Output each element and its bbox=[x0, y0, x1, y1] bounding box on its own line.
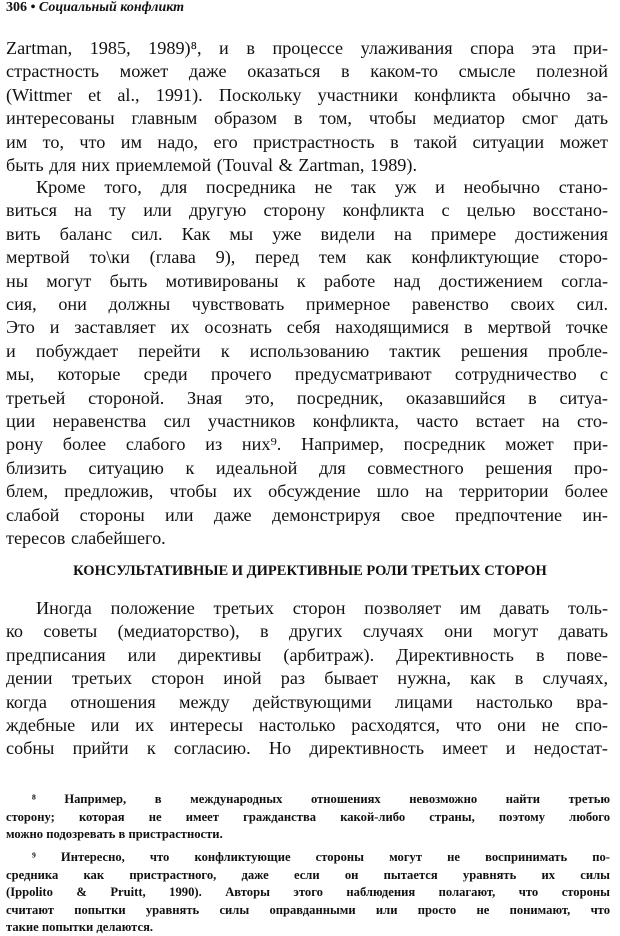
text-line: сия, они должны чувствовать примерное равенство своих сил. bbox=[6, 294, 608, 314]
text-line: интересованы главным образом в том, чтобы медиатор смог дать bbox=[6, 108, 608, 129]
footnote-line: такие попытки делаются. bbox=[6, 920, 154, 935]
text-line: и побуждает перейти к использованию тактик решения пробле- bbox=[6, 340, 608, 361]
footnote-line: (Ippolito & Pruitt, 1990). Авторы этого наблюдения полагают, что стороны bbox=[6, 885, 610, 900]
text-line: третьей стороной. Зная это, посредник, оказавшийся в ситуа- bbox=[6, 387, 608, 408]
text-line: когда отношения между действующими лицами настолько вра- bbox=[6, 691, 608, 712]
footnote-line: ⁸ Например, в международных отношениях невозможно найти третью bbox=[32, 792, 610, 806]
running-header bbox=[6, 0, 184, 16]
page-number: 306 bbox=[6, 0, 27, 15]
running-title: Социальный конфликт bbox=[38, 0, 185, 15]
text-line: Иногда положение третьих сторон позволяет им давать толь- bbox=[36, 598, 608, 618]
text-line: ны могут быть мотивированы к работе над достижением согла- bbox=[6, 270, 608, 291]
text-line: ждебные или их интересы настолько расходятся, что они не спо- bbox=[6, 715, 608, 735]
text-line: дении третьих сторон иной раз бывает нужна, как в случаях, bbox=[6, 668, 608, 689]
text-line: ции неравенства сил участников конфликта, часто встает на сто- bbox=[6, 411, 608, 431]
text-line: тересов слабейшего. bbox=[6, 528, 166, 548]
header-separator: • bbox=[30, 0, 36, 15]
text-line: рону более слабого из них⁹. Например, посредник может при- bbox=[6, 434, 608, 455]
text-line: блем, предложив, чтобы их обсуждение шло на территории более bbox=[6, 481, 608, 502]
text-line: близить ситуацию к идеальной для совместного решения про- bbox=[6, 457, 608, 478]
footnote-line: можно подозревать в пристрастности. bbox=[6, 827, 223, 842]
text-line: быть для них приемлемой (Touval & Zartman, 1989). bbox=[6, 155, 418, 175]
footnote-line: считают попытки уравнять силы оправданными или просто не понимают, что bbox=[6, 902, 610, 917]
footnote-line: ⁹ Интересно, что конфликтующие стороны могут не воспринимать по- bbox=[32, 850, 610, 864]
text-line: Кроме того, для посредника не так уж и необычно стано- bbox=[36, 177, 608, 197]
text-line: страстность может даже оказаться в каком-то смысле полезной bbox=[6, 61, 608, 82]
text-line: предписания или директивы (арбитраж). Директивность в пове- bbox=[6, 644, 608, 665]
text-line: виться на ту или другую сторону конфликта с целью восстано- bbox=[6, 200, 608, 221]
section-heading: КОНСУЛЬТАТИВНЫЕ И ДИРЕКТИВНЫЕ РОЛИ ТРЕТЬИХ СТОРОН bbox=[73, 563, 547, 579]
text-line: слабой стороны или даже демонстрируя свое предпочтение ин- bbox=[6, 504, 608, 525]
text-line: Zartman, 1985, 1989)⁸, и в процессе улаживания спора эта при- bbox=[6, 38, 608, 58]
text-line: вить баланс сил. Как мы уже видели на примере достижения bbox=[6, 223, 608, 244]
text-line: мы, которые среди прочего предусматривают сотрудничество с bbox=[6, 364, 608, 385]
text-line: им то, что им надо, его пристрастность в такой ситуации может bbox=[6, 131, 608, 152]
footnote-line: сторону; которая не имеет гражданства какой-либо страны, поэтому любого bbox=[6, 809, 610, 824]
text-line: Это и заставляет их осознать себя находящимися в мертвой точке bbox=[6, 317, 608, 338]
footnote-line: средника как пристрастного, даже если он пытается уравнять их силы bbox=[6, 867, 610, 882]
text-line: мертвой то\ки (глава 9), перед тем как конфликтующие сторо- bbox=[6, 247, 608, 268]
text-line: ко советы (медиаторство), в других случаях они могут давать bbox=[6, 621, 608, 642]
text-line: (Wittmer et al., 1991). Поскольку участники конфликта обычно за- bbox=[6, 84, 608, 105]
text-line: собны прийти к согласию. Но директивность имеет и недостат- bbox=[6, 738, 608, 759]
